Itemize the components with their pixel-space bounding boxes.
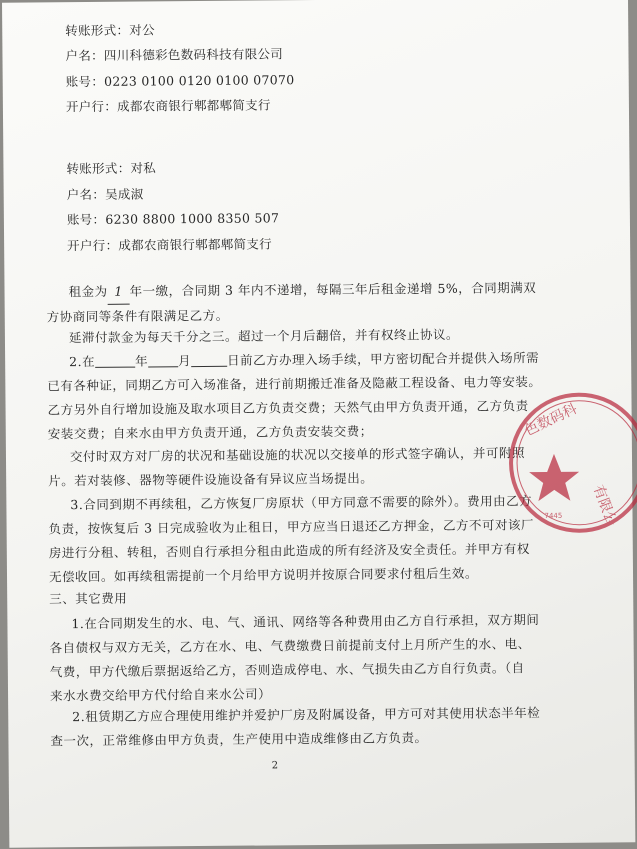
other-fee2-line: 查一次，正常维修由甲方负责，生产使用中造成维修由乙方负责。 (50, 730, 428, 749)
handover-clause (48, 441, 525, 493)
private-account-name: 户名：吴成淑 (66, 186, 144, 203)
other-fee-1 (49, 608, 540, 708)
clause2-prefix: 2.在 (69, 353, 96, 370)
public-account-block (2, 0, 628, 115)
public-account-name: 户名：四川科德彩色数码科技有限公司 (65, 46, 284, 64)
other-fee1-line: 各自债权与双方无关，乙方在水、电、气费缴费日前提前支付上月所产生的水、电、 (49, 636, 531, 656)
rent-period-blank: 1 (107, 280, 129, 305)
clause3-line: 无偿收回。如再续租需提前一个月给甲方说明并按原合同要求付租后生效。 (48, 565, 479, 585)
handover-line: 交付时双方对厂房的状况和基础设施的状况以交接单的形式签字确认，并可附照 (69, 445, 526, 465)
late-fee-clause: 延滞付款金为每天千分之三。超过一个月后翻倍，并有权终止协议。 (68, 326, 460, 346)
clause2-line: 安装交费；自来水由甲方负责开通，乙方负责安装交费； (47, 423, 373, 442)
month-blank (148, 354, 178, 367)
private-transfer-type: 转账形式：对私 (66, 160, 157, 177)
clause2-line: 乙方另外自行增加设施及取水项目乙方负责交费；天然气由甲方负责开通，乙方负责 (47, 398, 529, 418)
public-transfer-type: 转账形式：对公 (65, 22, 155, 39)
private-account-number: 账号：6230 8800 1000 8350 507 (66, 210, 280, 228)
clause2-month: 月 (178, 353, 192, 369)
document-page (2, 0, 635, 848)
clause2-line: 已有各种证，同期乙方可入场准备，进行前期搬迁准备及隐蔽工程设备、电力等安装。 (47, 374, 542, 394)
clause3-line: 3.合同到期不再续租，乙方恢复厂房原状（甲方同意不需要的除外）。费用由乙方 (70, 493, 533, 513)
other-fee2-line: 2.租赁期乙方应合理使用维护并爱护厂房及附属设备，甲方可对其使用状态半年检 (72, 705, 541, 725)
handover-line: 片。若对装修、器物等硬件设施设备有异议应当场提出。 (48, 470, 374, 489)
rent-line1-end: 年一缴，合同期 3 年内不递增，每隔三年后租金递增 5%，合同期满双 (129, 280, 537, 299)
svg-text:7445: 7445 (544, 511, 563, 521)
public-bank: 开户行：成都农商银行郫都郫简支行 (65, 97, 271, 115)
clause2-year: 年 (135, 353, 149, 369)
private-bank: 开户行：成都农商银行郫都郫简支行 (67, 236, 273, 254)
clause3-line: 房进行分租、转租，否则自行承担分租由此造成的所有经济及安全责任。并甲方有权 (48, 541, 530, 561)
svg-text:色数码科: 色数码科 (522, 400, 580, 440)
rent-clause (46, 276, 537, 329)
rent-line2: 方协商同等条件有限满足乙方。 (46, 307, 229, 325)
other-fee1-line: 1.在合同期发生的水、电、气、通讯、网络等各种费用由乙方自行承担，双方期间 (71, 612, 540, 632)
other-fee1-line: 气费，甲方代缴后票据返给乙方，否则造成停电、水、气损失由乙方自行负责。（自 (49, 660, 525, 680)
rent-line1-start: 租金为 (68, 283, 108, 300)
section-3-title: 三、其它费用 (49, 590, 128, 607)
year-blank (95, 355, 135, 368)
day-blank (191, 354, 227, 367)
clause3-line: 负责，按恢复后 3 日完成验收为止租日，甲方应当日退还乙方押金，乙方不可对该厂 (48, 517, 535, 537)
page-number: 2 (271, 760, 279, 772)
svg-text:有限公: 有限公 (589, 483, 620, 528)
other-fee1-line: 来水水费交给甲方代付给自来水公司） (49, 686, 272, 704)
public-account-number: 账号：0223 0100 0120 0100 07070 (65, 72, 295, 90)
other-fee-2 (50, 701, 540, 753)
clause-2 (47, 346, 542, 446)
clause2-line1-end: 日前乙方办理入场手续，甲方密切配合并提供入场所需 (227, 350, 540, 368)
company-seal-stamp (503, 387, 637, 538)
clause-3 (48, 489, 534, 589)
